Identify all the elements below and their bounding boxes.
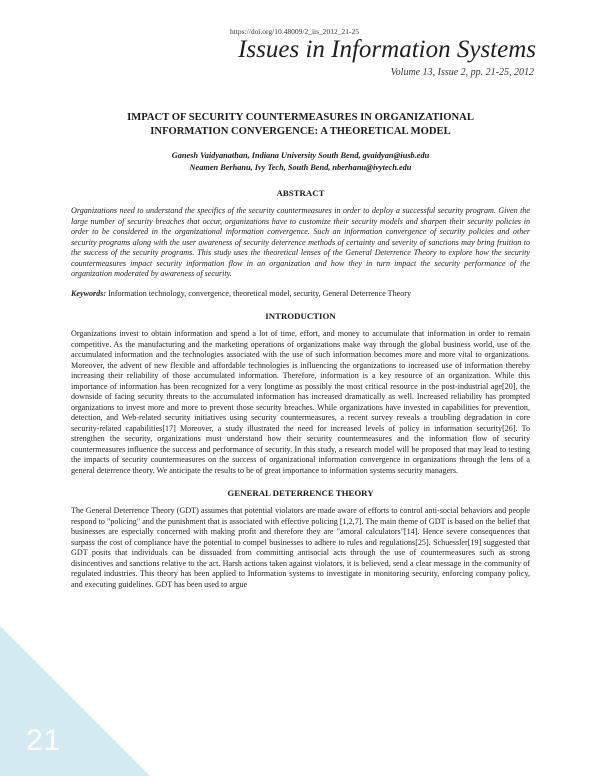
introduction-heading: INTRODUCTION xyxy=(265,311,336,321)
introduction-text: Organizations invest to obtain information and spend a lot of time, effort, and money to accumulate that information in order to remain competitive. As the manufacturing and the marketing operations of organizations make way through the global business world, use of the accumulated information and the technologies associated with the use of such information becomes more and more vital to organizations. Moreover, the advent of new flexible and affordable technologies is influencing the organizations to increased use of information thereby increasing their reliability of those accumulated information. Therefore, information is a key resource of an organization. While this importance of information has been recognized for a very longtime as possibly the most critical resource in the post-industrial age[20], the downside of facing security threats to the accumulated information has increased dramatically as well. Increased reliability has prompted organizations to invest more and more to prevent those security breaches. While organizations have invested in capabilities for prevention, detection, and Web-related security initiatives using security countermeasures, a recent survey reveals a troubling degradation in core security-related capabilities[17] Moreover, a study illustrated the need for increased levels of policy in information security[26]. To strengthen the security, organizations must understand how their security countermeasures and the information flow of security countermeasures influence the success and performance of security. In this study, a research model will be proposed that may lead to testing the impacts of security countermeasures on the success of organizational information convergence in organizations through the lens of a general deterrence theory. We anticipate the results to be of great importance to information systems security managers. xyxy=(71,329,530,475)
keywords-label: Keywords: xyxy=(71,288,107,298)
abstract-heading: ABSTRACT xyxy=(276,188,325,198)
keywords-text: Information technology, convergence, theoretical model, security, General Deterrence Theory xyxy=(108,288,412,298)
paper-title xyxy=(71,111,530,139)
page-corner-decoration xyxy=(0,626,150,776)
author-line: Ganesh Vaidyanathan, Indiana University South Bend, gvaidyan@iusb.edu xyxy=(171,151,430,160)
journal-title: Issues in Information Systems xyxy=(238,36,536,63)
page-number: 21 xyxy=(26,724,62,757)
author-list xyxy=(71,150,530,174)
abstract-text: Organizations need to understand the specifics of the security countermeasures in order to deploy a successful security program. Given the large number of security breaches that occur, organizations have to customize their security models and sharpen their security policies in order to be considered in the organizational information convergence. Such an information convergence of security policies and other security programs along with the user awareness of security deterrence methods of certainty and severity of sanctions may bring fruition to the success of the security programs. This study uses the theoretical lenses of the General Deterrence Theory to explore how the security countermeasures impact security information flow in an organization and how they in turn impact the security performance of the organization moderated by awareness of security. xyxy=(71,206,530,278)
gdt-heading: GENERAL DETERRENCE THEORY xyxy=(227,488,374,498)
title-line: INFORMATION CONVERGENCE: A THEORETICAL MODEL xyxy=(150,126,451,137)
doi-link[interactable]: https://doi.org/10.48009/2_iis_2012_21-25 xyxy=(230,27,360,36)
author-line: Neamen Berhanu, Ivy Tech, South Bend, nberhanu@ivytech.edu xyxy=(189,163,412,172)
title-line: IMPACT OF SECURITY COUNTERMEASURES IN ORGANIZATIONAL xyxy=(127,112,474,123)
paper-body xyxy=(71,111,530,602)
volume-info: Volume 13, Issue 2, pp. 21-25, 2012 xyxy=(390,67,534,78)
keywords xyxy=(71,289,530,300)
gdt-text: The General Deterrence Theory (GDT) assumes that potential violators are made aware of efforts to control anti-social behaviors and people respond to "policing" and the punishment that is associated with effective policing [1,2,7]. The main theme of GDT is based on the belief that businesses are especially concerned with making profit and therefore they are "amoral calculators"[14]. Hence severe consequences that surpass the cost of compliance have the potential to compel businesses to adhere to rules and regulations[25]. Schuessler[19] suggested that GDT posits that individuals can be dissuaded from committing antisocial acts through the use of countermeasures such as strong disincentives and sanctions relative to the act. Harsh actions taken against violators, it is believed, send a clear message in the community of regulated industries. This theory has been applied to Information systems to investigate in monitoring security, enforcing company policy, and executing guidelines. GDT has been used to argue xyxy=(71,506,530,589)
